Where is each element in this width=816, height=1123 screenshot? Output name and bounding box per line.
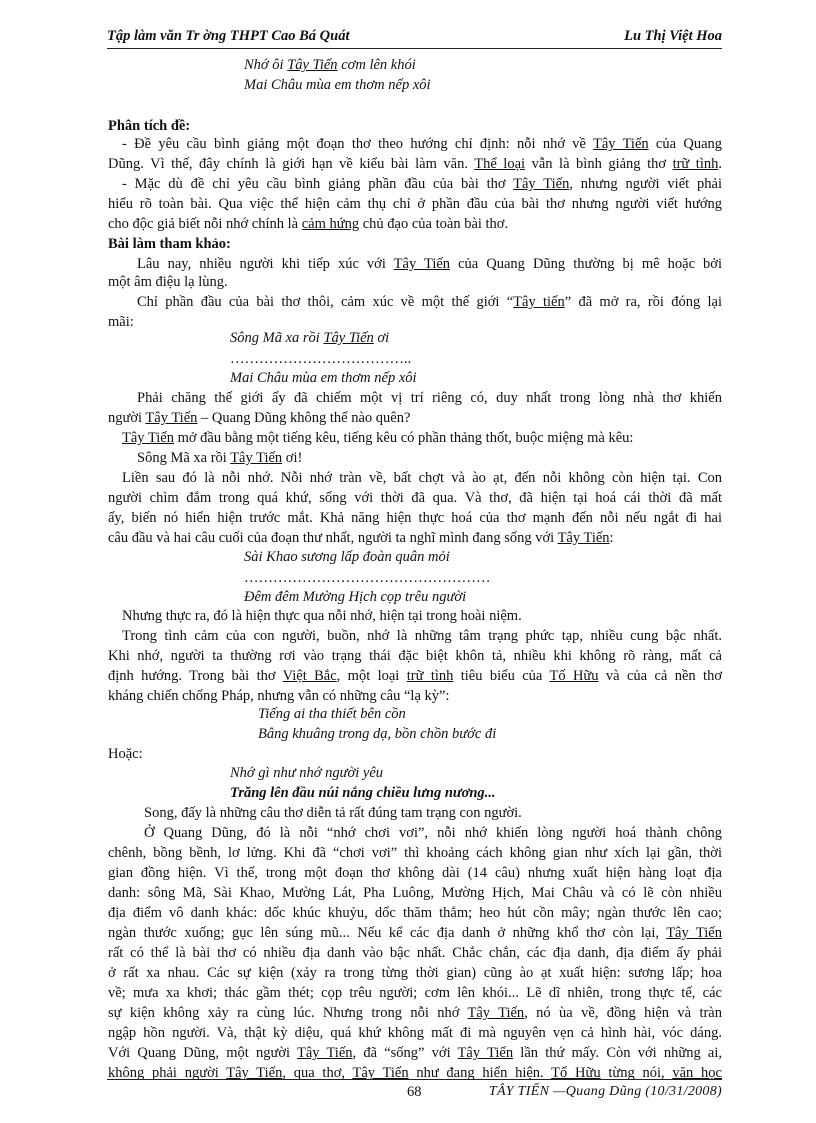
text-run: không phải người [108,1065,227,1081]
text-run: sự kiện không xảy ra cùng lúc. Nhưng trong nỗi nhớ [108,1005,468,1021]
paragraph-line [122,135,722,153]
poem-line [230,329,389,347]
page-footer [107,1079,722,1100]
text-run: ở rất xa nhau. Các sự kiện (xảy ra trong từng thời gian) cũng ào ạt xuất hiện: sương lấp; hoa [108,965,722,981]
paragraph-line [108,509,722,527]
text-run: Dũng. Vì thế, đây chính là giới hạn về kiểu bài làm văn. [108,156,475,172]
text-run: Bâng khuâng trong dạ, bồn chồn bước đi [258,726,497,742]
text-run: – Quang Dũng không thể nào quên? [197,410,411,426]
paragraph-line [108,964,722,982]
text-run: người [108,410,146,426]
poem-line [244,56,416,74]
text-run: mãi: [108,314,134,330]
text-run: , nó ùa về, đồng hiện và tràn [524,1005,722,1021]
text-run: Đêm đêm Mường Hịch cọp trêu người [244,589,467,605]
text-run: , một loại [336,668,407,684]
text-run: kháng chiến chống Pháp, nhưng vẫn có những câu “lạ kỳ”: [108,688,450,704]
text-run: chủ đạo của toàn bài thơ. [359,216,509,232]
page-header [107,28,722,49]
paragraph-line [108,215,508,233]
text-run: ơi [373,330,390,346]
text-run: Mai Châu mùa em thơm nếp xôi [230,370,417,386]
underlined-term: Tây Tiến [296,1045,353,1061]
poem-line [244,548,450,566]
text-run: Trong tình cảm của con người, buồn, nhớ là những tâm trạng phức tạp, nhiều cung bậc nhất. [122,628,722,644]
underlined-term: trữ tình [672,156,719,172]
text-run: Tiếng ai tha thiết bên cồn [258,706,406,722]
underlined-term: Tây Tiến [230,450,283,466]
page-number: 68 [407,1084,422,1100]
ellipsis-line [230,350,411,368]
text-run: của Quang [648,136,722,152]
underlined-term: cảm hứng [301,216,360,232]
text-run: : [609,530,614,546]
text-run: …………………………………………… [244,570,491,586]
paragraph-line [122,429,633,447]
text-run: một âm điệu lạ lùng. [108,274,228,290]
text-run: từng nói, [600,1065,673,1081]
underlined-term: Tây Tiến [457,1045,514,1061]
text-run: - Đề yêu cầu bình giảng một đoạn thơ theo hướng chỉ định: nỗi nhớ về [122,136,594,152]
underlined-term: Tây Tiến [226,1065,283,1081]
paragraph-line [108,884,722,902]
underlined-term: Tố Hữu [551,1065,601,1081]
text-run: ngập hồn người. Và, thật kỳ diệu, quá khứ không mất đi mà nguyên vẹn cả hình hài, vóc dáng. [108,1025,722,1041]
text-run: Mai Châu mùa em thơm nếp xôi [244,77,431,93]
paragraph-line [108,647,722,665]
paragraph-line [122,607,522,625]
paragraph-line [137,389,722,407]
underlined-term: Tây Tiến [666,925,722,941]
poem-line [230,764,383,782]
text-run: của Quang Dũng thường bị mê hoặc bởi [450,256,722,272]
text-run: địa điểm vô danh khác: dốc khúc khuỷu, dốc thăm thẳm; heo hút cồn mây; ngàn thước lên cao; [108,905,722,921]
text-run: Lâu nay, nhiều người khi tiếp xúc với [137,256,394,272]
text-run: ngàn thước xuống; gục lên súng mũ... Nếu kể các địa danh ở những khổ thơ còn lại, [108,925,667,941]
text-run: cơm lên khói [337,57,416,73]
underlined-term: Tây Tiến [467,1005,525,1021]
paragraph-line [108,924,722,942]
text-run: Ở Quang Dũng, đó là nỗi “nhớ chơi vơi”, nỗi nhớ khiến lòng người hoá thành chông [144,825,722,841]
paragraph-line [108,409,410,427]
text-run: ơi! [282,450,303,466]
text-run: rất có thể là bài thơ có nhiều địa danh vào bậc nhất. Chắc chắn, các địa danh, địa điểm ấy phải [108,945,722,961]
text-run: Trăng lên đầu núi nắng chiều lưng nương... [230,785,496,801]
footer-source: TÂY TIẾN —Quang Dũng (10/31/2008) [488,1084,722,1099]
poem-line [258,705,406,723]
text-run: như đang hiển hiện. [408,1065,552,1081]
underlined-term: Tây Tiến [557,530,610,546]
text-run: chênh, bồng bềnh, lơ lửng. Khi đã “chơi vơi” thì khoảng cách không gian như xích lại gần, thời [108,845,722,861]
paragraph-line [122,627,722,645]
paragraph-line [137,293,722,311]
underlined-term: trữ tình [406,668,454,684]
text-run: cho độc giả biết nỗi nhớ chính là [108,216,302,232]
underlined-term: Tây Tiến [513,176,570,192]
text-run: lần thứ mấy. Còn với những ai, [513,1045,722,1061]
paragraph-line [144,824,722,842]
paragraph-line [137,255,722,273]
text-run: Khi nhớ, người ta thường rơi vào trạng thái đặc biệt khôn tả, nhiều khi không rõ ràng, mất cả [108,648,722,664]
text-run: Nhớ gì như nhớ người yêu [230,765,384,781]
paragraph-line [108,1024,722,1042]
text-run: , đã “sống” với [352,1045,458,1061]
underlined-term: Tây Tiến [352,1065,409,1081]
text-run: Với Quang Dũng, một người [108,1045,297,1061]
heading [108,235,231,253]
poem-line [230,784,496,802]
text-run: Sông Mã xa rồi [230,330,324,346]
underlined-term: Thể loại [474,156,526,172]
text-run: Phân tích đề: [108,118,191,134]
poem-line [230,369,417,387]
text-run: ……………………………….. [230,351,412,367]
underlined-term: Tố Hữu [549,668,599,684]
underlined-term: Tây Tiến [393,256,451,272]
header-author: Lu Thị Việt Hoa [624,28,722,44]
text-run: danh: sông Mã, Sài Khao, Mường Lát, Pha Luông, Mường Hịch, Mai Châu và có lẽ còn nhiều [108,885,722,901]
text-run: - Mặc dù đề chỉ yêu cầu bình giảng phần đầu của bài thơ [122,176,514,192]
text-run: ấy, biến nó hiển hiện trước mắt. Khả năng hiện thực hoá của thơ mạnh đến nỗi nếu ngắt đi hai [108,510,722,526]
underlined-term: Tây Tiến [593,136,649,152]
underlined-term: Việt Bắc [282,668,337,684]
paragraph-line [108,667,722,685]
text-run: và của cả nền thơ [598,668,722,684]
text-run: về; mưa xa khơi; thác gầm thét; cọp trêu người; cơm lên khói... Lẽ dĩ nhiên, trong thực tế, các [108,985,722,1001]
text-run: vẫn là bình giảng thơ [525,156,673,172]
text-run: Song, đấy là những câu thơ diễn tả rất đúng tam trạng con người. [144,805,522,821]
text-run: tiêu biểu của [453,668,550,684]
text-run: định hướng. Trong bài thơ [108,668,283,684]
text-run: , qua thơ, [282,1065,353,1081]
paragraph-line [108,844,722,862]
poem-line [244,588,466,606]
text-run: Sông Mã xa rồi [137,450,231,466]
text-run: câu đầu và hai câu cuối của đoạn thư nhất, người ta nghĩ mình đang sống với [108,530,558,546]
text-run: Nhưng thực ra, đó là hiện thực qua nỗi nhớ, hiện tại trong hoài niệm. [122,608,522,624]
paragraph-line [108,984,722,1002]
underlined-term: Tây tiến [513,294,565,310]
paragraph-line [108,687,449,705]
poem-line [244,76,431,94]
paragraph-line [108,529,614,547]
text-run: Nhớ ôi [244,57,288,73]
paragraph-line [108,745,143,763]
paragraph-line [108,489,722,507]
paragraph-line [108,313,134,331]
text-run: Chỉ phần đầu của bài thơ thôi, cảm xúc về một thế giới “ [137,294,514,310]
text-run: Phải chăng thế giới ấy đã chiếm một vị trí riêng có, duy nhất trong lòng nhà thơ khiến [137,390,722,406]
text-run: Liền sau đó là nỗi nhớ. Nỗi nhớ tràn về, bất chợt và ào ạt, đến nỗi không còn hiện tại. Con [122,470,722,486]
underlined-term: Tây Tiến [145,410,198,426]
underlined-term: Tây Tiến [323,330,374,346]
underlined-term: Tây Tiến [287,57,338,73]
paragraph-line [122,469,722,487]
heading [108,117,190,135]
text-run: Hoặc: [108,746,143,762]
paragraph-line [108,864,722,882]
text-run: người chìm đắm trong quá khứ, sống với thời đã qua. Và thơ, đã hiện tại hoá cái thời đã mất [108,490,722,506]
paragraph-line [108,273,228,291]
paragraph-line [108,1004,722,1022]
paragraph-line [137,449,302,467]
text-run: , nhưng người viết phải [569,176,722,192]
text-run: . [718,156,722,172]
paragraph-line [108,155,722,173]
text-run: gian đồng hiện. Vì thế, trong một đoạn thơ không dài (14 câu) nhưng xuất hiện hàng loạt địa [108,865,722,881]
paragraph-line [122,175,722,193]
paragraph-line [108,944,722,962]
text-run: Sài Khao sương lấp đoàn quân mỏi [244,549,450,565]
text-run: ” đã mở ra, rồi đóng lại [564,294,722,310]
paragraph-line [108,1044,722,1062]
poem-line [258,725,496,743]
paragraph-line [144,804,522,822]
text-run: Bài làm tham khảo: [108,236,231,252]
header-left: Tập làm văn Tr ờng THPT Cao Bá Quát [107,28,350,44]
underlined-term: văn học [672,1065,722,1081]
paragraph-line [108,195,722,213]
text-run: mở đầu bằng một tiếng kêu, tiếng kêu có phần thảng thốt, buộc miệng mà kêu: [173,430,634,446]
underlined-term: Tây Tiến [122,430,174,446]
ellipsis-line [244,569,491,587]
text-run: hiểu rõ toàn bài. Qua việc thể hiện cảm thụ chỉ ở phần đầu của bài thơ nhưng người viết hướng [108,196,722,212]
paragraph-line [108,904,722,922]
